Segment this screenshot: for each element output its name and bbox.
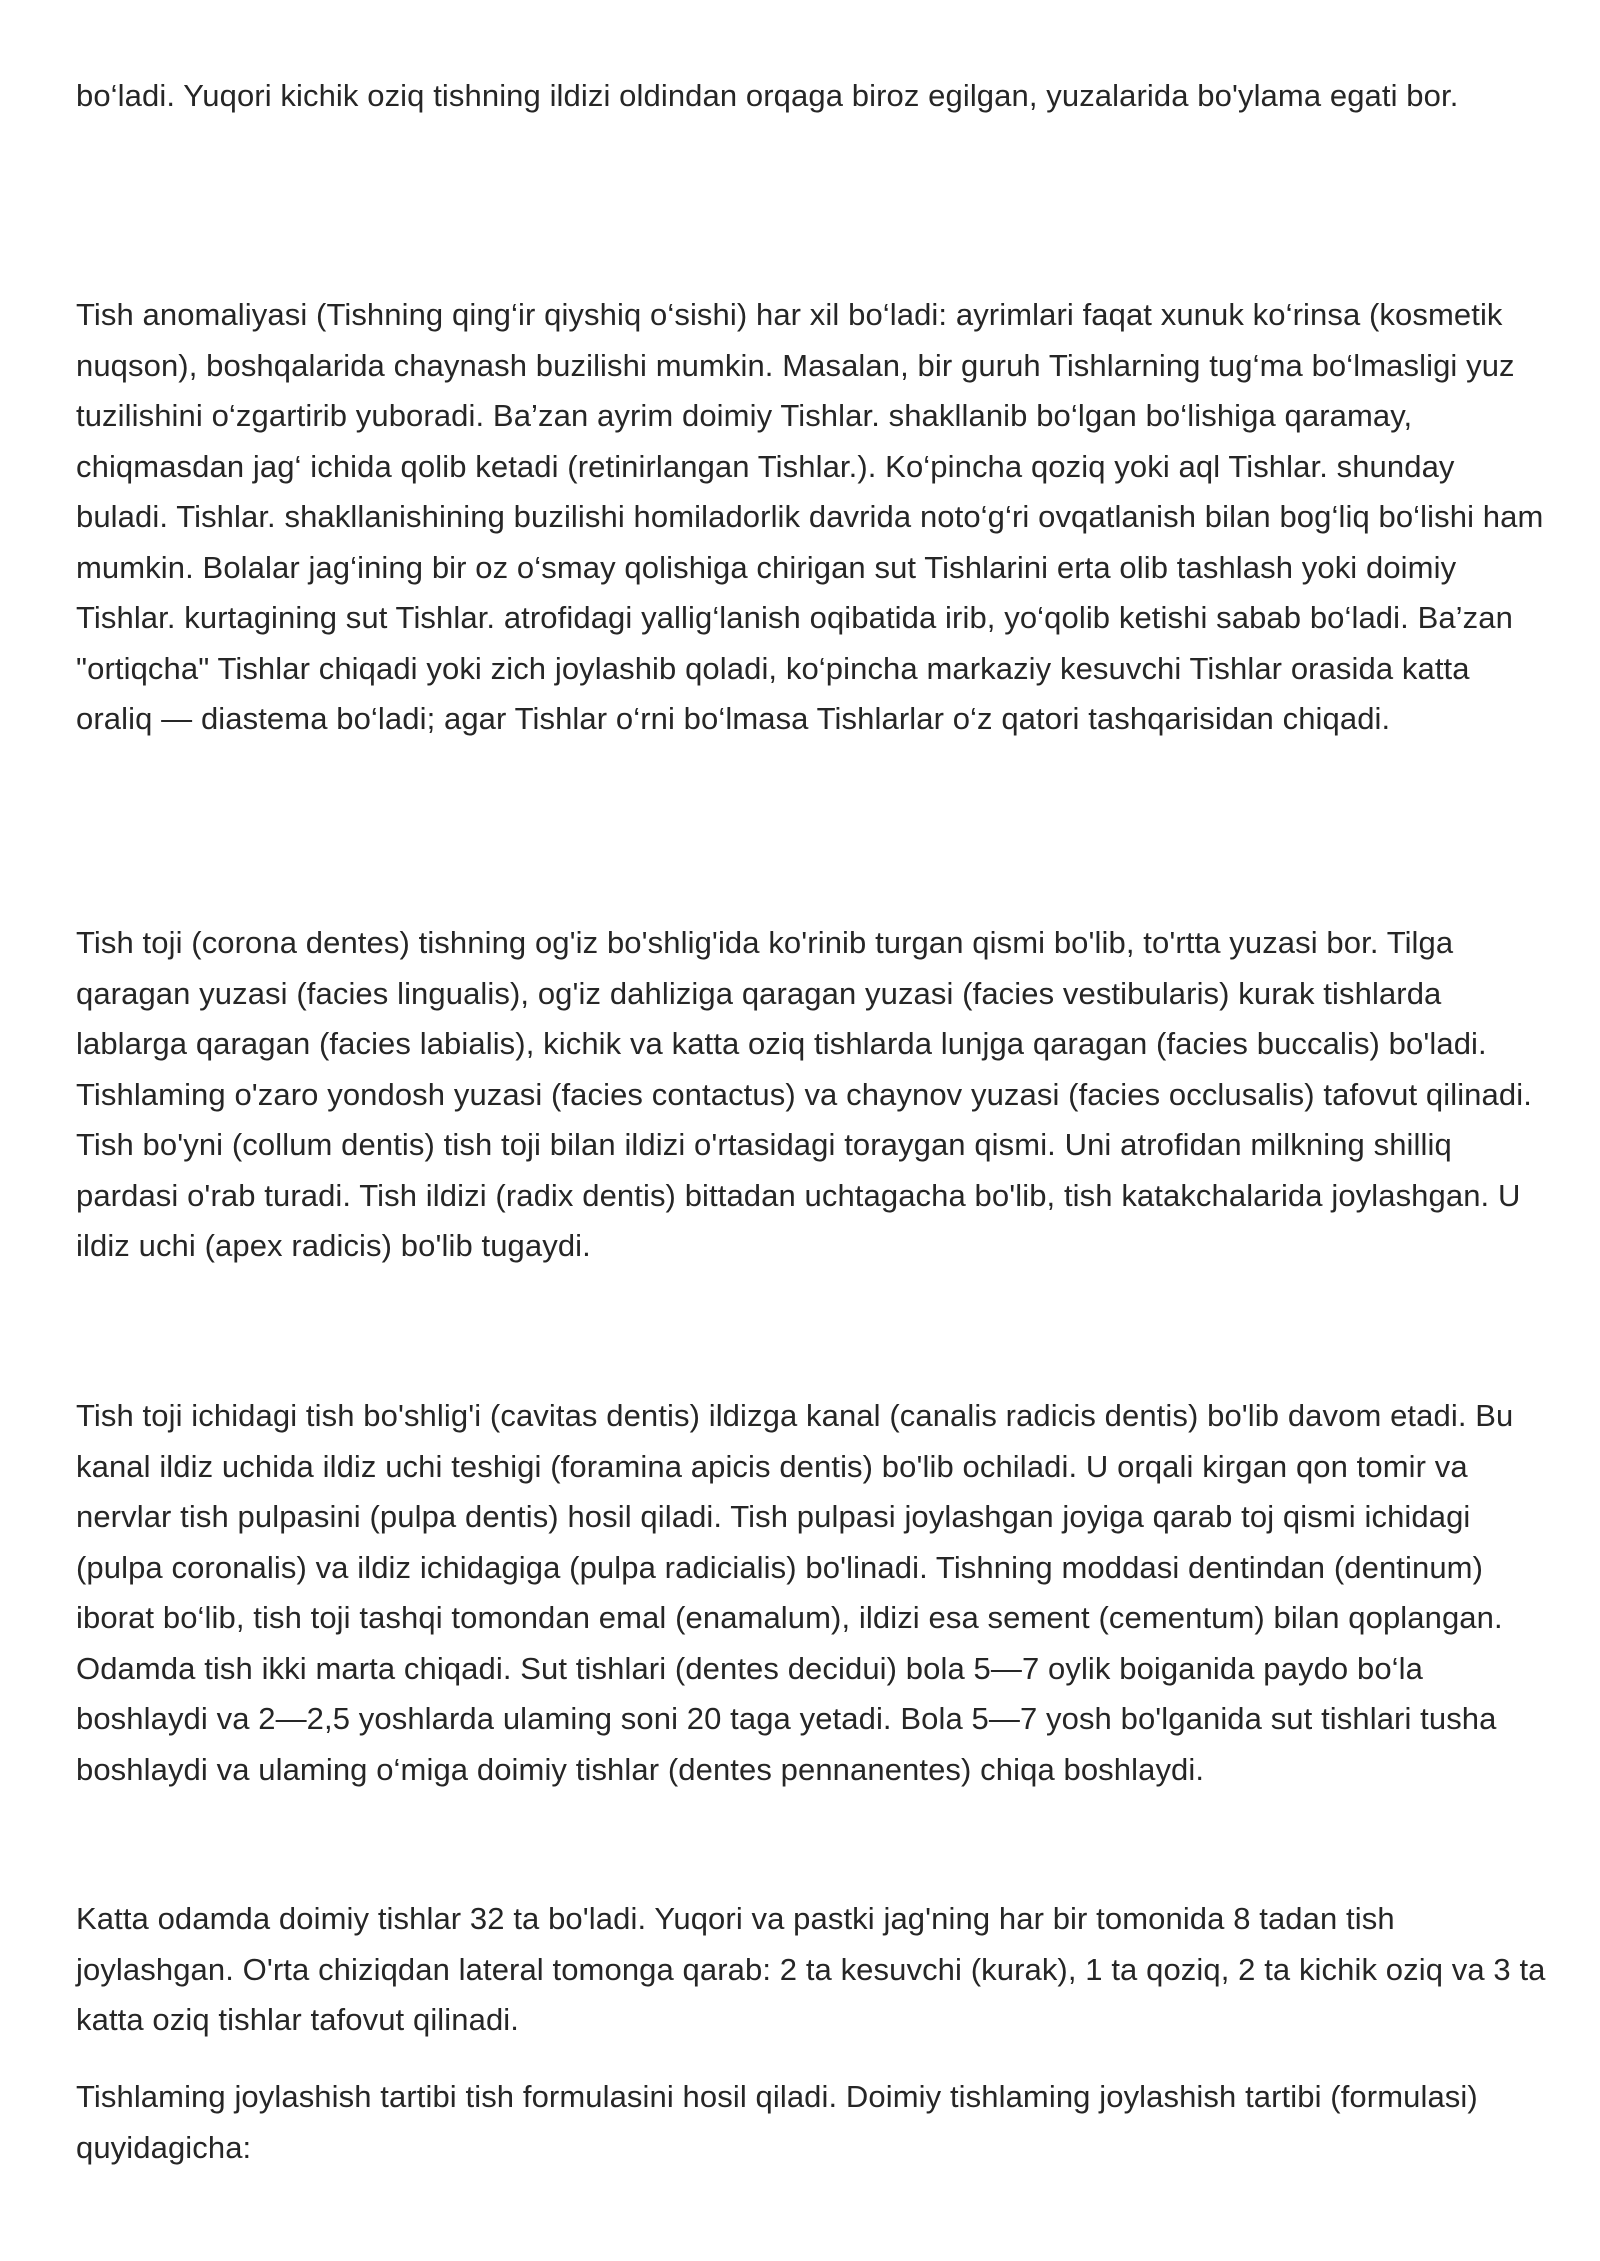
paragraph-tooth-cavity: Tish toji ichidagi tish bo'shlig'i (cavitas dentis) ildizga kanal (canalis radicis dentis) bo'lib davom etadi. Bu kanal ildiz uchida ildiz uchi teshigi (foramina apicis dentis) bo'lib ochiladi. U orqali kirgan qon tomir va nervlar tish pulpasini (pulpa dentis) hosil qiladi. Tish pulpasi joylashgan joyiga qarab toj qismi ichidagi (pulpa coronalis) va ildiz ichidagiga (pulpa radicialis) bo'linadi. Tishning moddasi dentindan (dentinum) iborat bo‘lib, tish toji tashqi tomondan emal (enamalum), ildizi esa sement (cementum) bilan qoplangan. Odamda tish ikki marta chiqadi. Sut tishlari (dentes decidui) bola 5—7 oylik boiganida paydo bo‘la boshlaydi va 2—2,5 yoshlarda ulaming soni 20 taga yetadi. Bola 5—7 yosh bo'lganida sut tishlari tusha boshlaydi va ulaming o‘miga doimiy tishlar (dentes pennanentes) chiqa boshlaydi. xyxy=(76,1398,1514,1787)
paragraph-tooth-anomalies: Tish anomaliyasi (Tishning qing‘ir qiyshiq o‘sishi) har xil bo‘ladi: ayrimlari faqat xunuk ko‘rinsa (kosmetik nuqson), boshqalarida chaynash buzilishi mumkin. Masalan, bir guruh Tishlarning tug‘ma bo‘lmasligi yuz tuzilishini o‘zgartirib yuboradi. Ba’zan ayrim doimiy Tishlar. shakllanib bo‘lgan bo‘lishiga qaramay, chiqmasdan jag‘ ichida qolib ketadi (retinirlangan Tishlar.). Ko‘pincha qoziq yoki aql Tishlar. shunday buladi. Tishlar. shakllanishining buzilishi homiladorlik davrida noto‘g‘ri ovqatlanish bilan bog‘liq bo‘lishi ham mumkin. Bolalar jag‘ining bir oz o‘smay qolishiga chirigan sut Tishlarini erta olib tashlash yoki doimiy Tishlar. kurtagining sut Tishlar. atrofidagi yallig‘lanish oqibatida irib, yo‘qolib ketishi sabab bo‘ladi. Ba’zan "ortiqcha" Tishlar chiqadi yoki zich joylashib qoladi, ko‘pincha markaziy kesuvchi Tishlar orasida katta oraliq — diastema bo‘ladi; agar Tishlar o‘rni bo‘lmasa Tishlarlar o‘z qatori tashqarisidan chiqadi. xyxy=(76,297,1544,736)
paragraph-adult-teeth: Katta odamda doimiy tishlar 32 ta bo'ladi. Yuqori va pastki jag'ning har bir tomonida 8 tadan tish joylashgan. O'rta chiziqdan lateral tomonga qarab: 2 ta kesuvchi (kurak), 1 ta qoziq, 2 ta kichik oziq va 3 ta katta oziq tishlar tafovut qilinadi. xyxy=(76,1901,1546,2037)
paragraph-tooth-formula: Tishlaming joylashish tartibi tish formulasini hosil qiladi. Doimiy tishlaming joylashish tartibi (formulasi) quyidagicha: xyxy=(76,2079,1478,2165)
document-page xyxy=(76,71,1546,2165)
paragraph-tooth-crown: Tish toji (corona dentes) tishning og'iz bo'shlig'ida ko'rinib turgan qismi bo'lib, to'rtta yuzasi bor. Tilga qaragan yuzasi (facies lingualis), og'iz dahliziga qaragan yuzasi (facies vestibularis) kurak tishlarda lablarga qaragan (facies labialis), kichik va katta oziq tishlarda lunjga qaragan (facies buccalis) bo'ladi. Tishlaming o'zaro yondosh yuzasi (facies contactus) va chaynov yuzasi (facies occlusalis) tafovut qilinadi. Tish bo'yni (collum dentis) tish toji bilan ildizi o'rtasidagi toraygan qismi. Uni atrofidan milkning shilliq pardasi o'rab turadi. Tish ildizi (radix dentis) bittadan uchtagacha bo'lib, tish katakchalarida joylashgan. U ildiz uchi (apex radicis) bo'lib tugaydi. xyxy=(76,925,1532,1263)
paragraph-root-description: bo‘ladi. Yuqori kichik oziq tishning ildizi oldindan orqaga biroz egilgan, yuzalarida bo'ylama egati bor. xyxy=(76,78,1459,113)
